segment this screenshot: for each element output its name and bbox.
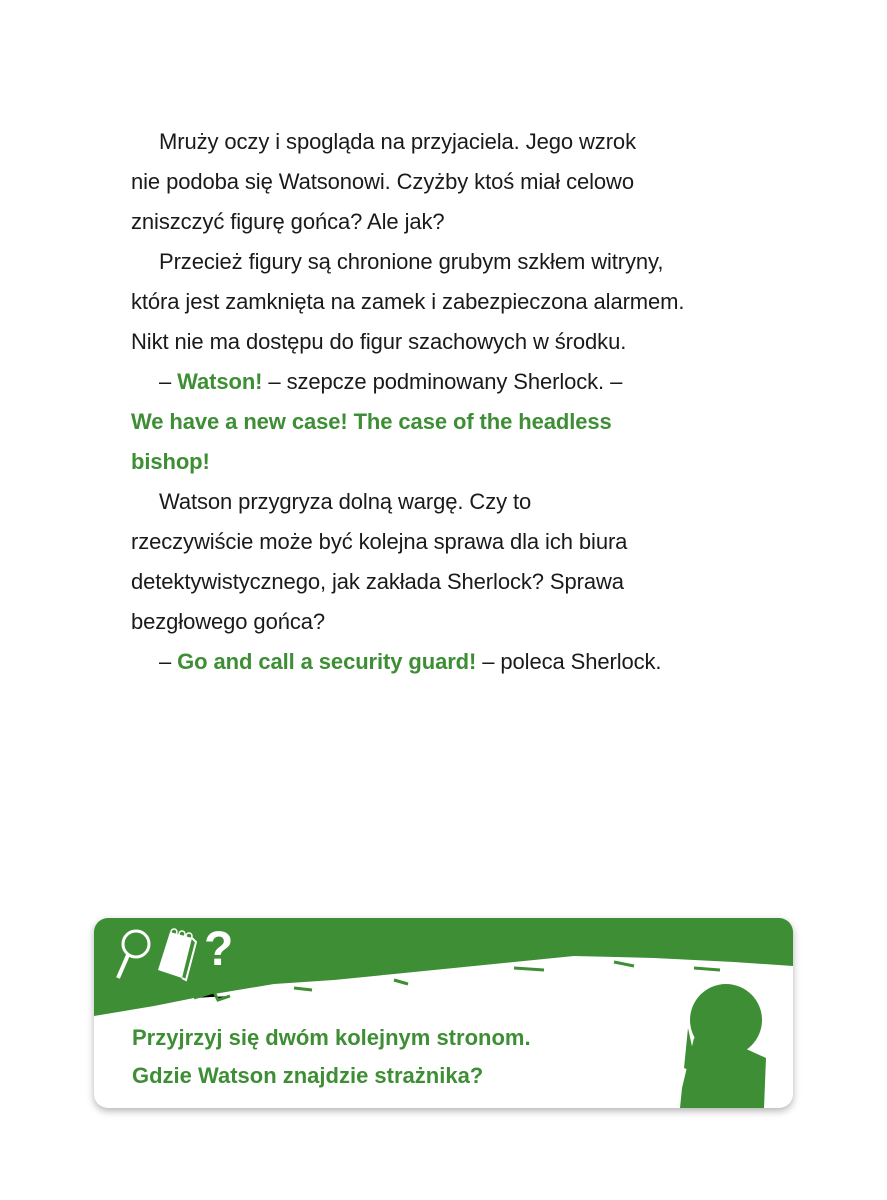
text-line: bezgłowego gońca? [131, 609, 326, 634]
dialogue-line [131, 362, 771, 402]
text-line: nie podoba się Watsonowi. Czyżby ktoś miał celowo [131, 169, 634, 194]
question-icon: ? [204, 923, 234, 976]
text-line: Watson przygryza dolną wargę. Czy to [159, 489, 532, 514]
text-line: Mruży oczy i spogląda na przyjaciela. Jego wzrok [159, 129, 636, 154]
text-line: rzeczywiście może być kolejna sprawa dla ich biura [131, 529, 628, 554]
task-question-line1: Przyjrzyj się dwóm kolejnym stronom. [132, 1025, 531, 1050]
sherlock-silhouette [674, 978, 784, 1108]
dash: – [159, 649, 178, 674]
english-phrase: bishop! [131, 449, 210, 474]
narration: – szepcze podminowany Sherlock. – [262, 369, 623, 394]
notepad-icon [152, 926, 202, 982]
narration: – poleca Sherlock. [476, 649, 662, 674]
text-line: zniszczyć figurę gońca? Ale jak? [131, 209, 445, 234]
story-text [131, 122, 771, 682]
dialogue-line [131, 642, 771, 682]
text-line: Przecież figury są chronione grubym szkłem witryny, [159, 249, 664, 274]
magnifier-icon [114, 926, 154, 986]
task-question-line2: Gdzie Watson znajdzie strażnika? [132, 1063, 484, 1088]
english-phrase: We have a new case! The case of the headless [131, 409, 612, 434]
task-box [94, 918, 793, 1108]
text-line: detektywistycznego, jak zakłada Sherlock? Sprawa [131, 569, 624, 594]
english-phrase: Go and call a security guard! [177, 649, 477, 674]
english-phrase: Watson! [177, 369, 263, 394]
text-line: która jest zamknięta na zamek i zabezpieczona alarmem. [131, 289, 685, 314]
text-line: Nikt nie ma dostępu do figur szachowych w środku. [131, 329, 627, 354]
dash: – [159, 369, 178, 394]
